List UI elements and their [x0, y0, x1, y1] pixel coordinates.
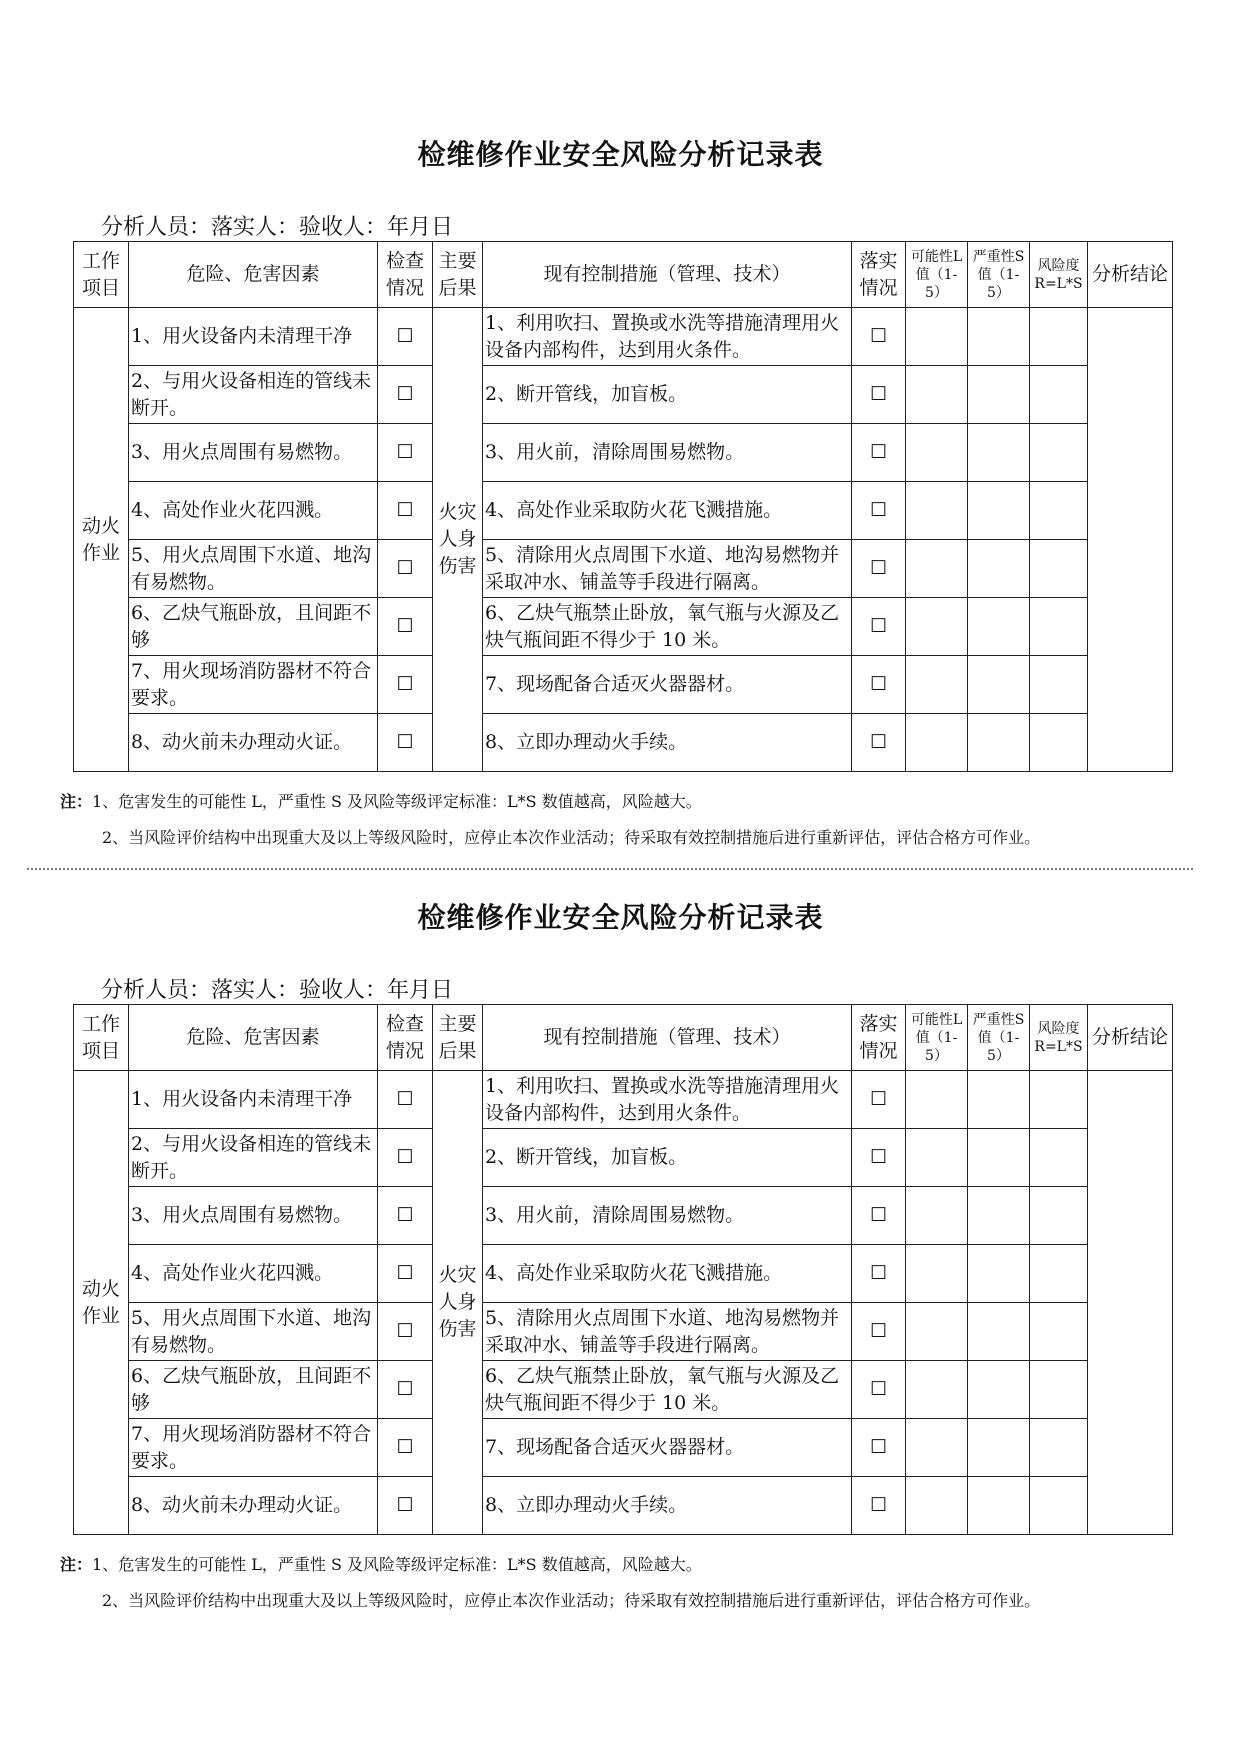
check-checkbox[interactable]: ☐: [378, 1071, 433, 1129]
hazard-cell: 1、用火设备内未清理干净: [129, 308, 378, 366]
risk-cell[interactable]: [1030, 1129, 1088, 1187]
implement-checkbox[interactable]: ☐: [852, 1245, 906, 1303]
header-check: 检查情况: [378, 242, 433, 308]
header-likelihood: 可能性L值（1-5）: [906, 1005, 968, 1071]
likelihood-cell[interactable]: [906, 424, 968, 482]
hazard-cell: 5、用火点周围下水道、地沟有易燃物。: [129, 1303, 378, 1361]
header-likelihood: 可能性L值（1-5）: [906, 242, 968, 308]
severity-cell[interactable]: [968, 1477, 1030, 1535]
note-1: 1、危害发生的可能性 L，严重性 S 及风险等级评定标准：L*S 数值越高，风险越大。: [92, 1555, 702, 1574]
risk-cell[interactable]: [1030, 1245, 1088, 1303]
likelihood-cell[interactable]: [906, 598, 968, 656]
measure-cell: 5、清除用火点周围下水道、地沟易燃物并采取冲水、铺盖等手段进行隔离。: [483, 1303, 852, 1361]
measure-cell: 4、高处作业采取防火花飞溅措施。: [483, 482, 852, 540]
hazard-cell: 7、用火现场消防器材不符合要求。: [129, 1419, 378, 1477]
likelihood-cell[interactable]: [906, 1303, 968, 1361]
measure-cell: 7、现场配备合适灭火器器材。: [483, 656, 852, 714]
check-checkbox[interactable]: ☐: [378, 1129, 433, 1187]
severity-cell[interactable]: [968, 308, 1030, 366]
risk-cell[interactable]: [1030, 714, 1088, 772]
hazard-cell: 4、高处作业火花四溅。: [129, 482, 378, 540]
table-row: [74, 656, 1173, 714]
header-risk: 风险度R=L*S: [1030, 1005, 1088, 1071]
work-item-cell: 动火作业: [74, 308, 129, 772]
hazard-cell: 5、用火点周围下水道、地沟有易燃物。: [129, 540, 378, 598]
table-row: [74, 1477, 1173, 1535]
hazard-cell: 2、与用火设备相连的管线未断开。: [129, 366, 378, 424]
header-severity: 严重性S值（1-5）: [968, 242, 1030, 308]
severity-cell[interactable]: [968, 1361, 1030, 1419]
implement-checkbox[interactable]: ☐: [852, 656, 906, 714]
likelihood-cell[interactable]: [906, 1245, 968, 1303]
header-row: [74, 1005, 1173, 1071]
header-consequence: 主要后果: [433, 242, 483, 308]
check-checkbox[interactable]: ☐: [378, 1361, 433, 1419]
implement-checkbox[interactable]: ☐: [852, 540, 906, 598]
hazard-cell: 1、用火设备内未清理干净: [129, 1071, 378, 1129]
check-checkbox[interactable]: ☐: [378, 1419, 433, 1477]
form-title: 检维修作业安全风险分析记录表: [417, 901, 824, 934]
form-notes: [60, 784, 1040, 856]
form-meta-line: 分析人员：落实人：验收人：年月日: [101, 978, 454, 1003]
header-measures: 现有控制措施（管理、技术）: [483, 242, 852, 308]
header-conclusion: 分析结论: [1088, 1005, 1173, 1071]
risk-cell[interactable]: [1030, 1361, 1088, 1419]
form-title: 检维修作业安全风险分析记录表: [417, 138, 824, 171]
measure-cell: 1、利用吹扫、置换或水洗等措施清理用火设备内部构件，达到用火条件。: [483, 308, 852, 366]
measure-cell: 2、断开管线，加盲板。: [483, 366, 852, 424]
note-1: 1、危害发生的可能性 L，严重性 S 及风险等级评定标准：L*S 数值越高，风险越大。: [92, 792, 702, 811]
check-checkbox[interactable]: ☐: [378, 1245, 433, 1303]
severity-cell[interactable]: [968, 1129, 1030, 1187]
measure-cell: 2、断开管线，加盲板。: [483, 1129, 852, 1187]
table-row: [74, 714, 1173, 772]
measure-cell: 3、用火前，清除周围易燃物。: [483, 1187, 852, 1245]
measure-cell: 8、立即办理动火手续。: [483, 1477, 852, 1535]
risk-table: [73, 1004, 1173, 1535]
measure-cell: 5、清除用火点周围下水道、地沟易燃物并采取冲水、铺盖等手段进行隔离。: [483, 540, 852, 598]
measure-cell: 7、现场配备合适灭火器器材。: [483, 1419, 852, 1477]
severity-cell[interactable]: [968, 1071, 1030, 1129]
measure-cell: 6、乙炔气瓶禁止卧放，氧气瓶与火源及乙炔气瓶间距不得少于 10 米。: [483, 1361, 852, 1419]
severity-cell[interactable]: [968, 540, 1030, 598]
severity-cell[interactable]: [968, 1245, 1030, 1303]
implement-checkbox[interactable]: ☐: [852, 598, 906, 656]
header-work-item: 工作项目: [74, 242, 129, 308]
check-checkbox[interactable]: ☐: [378, 366, 433, 424]
check-checkbox[interactable]: ☐: [378, 424, 433, 482]
check-checkbox[interactable]: ☐: [378, 714, 433, 772]
hazard-cell: 6、乙炔气瓶卧放，且间距不够: [129, 1361, 378, 1419]
risk-table: [73, 241, 1173, 772]
implement-checkbox[interactable]: ☐: [852, 714, 906, 772]
header-severity: 严重性S值（1-5）: [968, 1005, 1030, 1071]
table-row: [74, 482, 1173, 540]
risk-cell[interactable]: [1030, 308, 1088, 366]
table-row: [74, 1071, 1173, 1129]
risk-cell[interactable]: [1030, 1419, 1088, 1477]
notes-prefix: 注：: [60, 792, 93, 811]
table-row: [74, 540, 1173, 598]
implement-checkbox[interactable]: ☐: [852, 1129, 906, 1187]
table-row: [74, 424, 1173, 482]
measure-cell: 8、立即办理动火手续。: [483, 714, 852, 772]
conclusion-cell[interactable]: [1088, 1071, 1173, 1535]
hazard-cell: 2、与用火设备相连的管线未断开。: [129, 1129, 378, 1187]
header-hazard: 危险、危害因素: [129, 1005, 378, 1071]
implement-checkbox[interactable]: ☐: [852, 1303, 906, 1361]
header-consequence: 主要后果: [433, 1005, 483, 1071]
implement-checkbox[interactable]: ☐: [852, 1361, 906, 1419]
risk-cell[interactable]: [1030, 1303, 1088, 1361]
hazard-cell: 4、高处作业火花四溅。: [129, 1245, 378, 1303]
likelihood-cell[interactable]: [906, 1187, 968, 1245]
form-notes: [60, 1547, 1040, 1619]
consequence-cell: 火灾人身伤害: [433, 1071, 483, 1535]
table-row: [74, 1245, 1173, 1303]
table-row: [74, 1129, 1173, 1187]
form-divider: [27, 868, 1193, 870]
likelihood-cell[interactable]: [906, 308, 968, 366]
severity-cell[interactable]: [968, 482, 1030, 540]
measure-cell: 3、用火前，清除周围易燃物。: [483, 424, 852, 482]
likelihood-cell[interactable]: [906, 1129, 968, 1187]
risk-cell[interactable]: [1030, 482, 1088, 540]
notes-prefix: 注：: [60, 1555, 93, 1574]
implement-checkbox[interactable]: ☐: [852, 366, 906, 424]
table-row: [74, 1419, 1173, 1477]
risk-cell[interactable]: [1030, 1071, 1088, 1129]
check-checkbox[interactable]: ☐: [378, 1187, 433, 1245]
hazard-cell: 3、用火点周围有易燃物。: [129, 1187, 378, 1245]
header-measures: 现有控制措施（管理、技术）: [483, 1005, 852, 1071]
form-meta-line: 分析人员：落实人：验收人：年月日: [101, 215, 454, 240]
likelihood-cell[interactable]: [906, 656, 968, 714]
severity-cell[interactable]: [968, 1303, 1030, 1361]
severity-cell[interactable]: [968, 656, 1030, 714]
hazard-cell: 6、乙炔气瓶卧放，且间距不够: [129, 598, 378, 656]
implement-checkbox[interactable]: ☐: [852, 1419, 906, 1477]
severity-cell[interactable]: [968, 366, 1030, 424]
check-checkbox[interactable]: ☐: [378, 1477, 433, 1535]
implement-checkbox[interactable]: ☐: [852, 308, 906, 366]
hazard-cell: 7、用火现场消防器材不符合要求。: [129, 656, 378, 714]
severity-cell[interactable]: [968, 1419, 1030, 1477]
implement-checkbox[interactable]: ☐: [852, 1187, 906, 1245]
measure-cell: 4、高处作业采取防火花飞溅措施。: [483, 1245, 852, 1303]
likelihood-cell[interactable]: [906, 1419, 968, 1477]
check-checkbox[interactable]: ☐: [378, 308, 433, 366]
hazard-cell: 3、用火点周围有易燃物。: [129, 424, 378, 482]
note-2: 2、当风险评价结构中出现重大及以上等级风险时，应停止本次作业活动；待采取有效控制措施后进行重新评估，评估合格方可作业。: [102, 828, 1041, 847]
likelihood-cell[interactable]: [906, 540, 968, 598]
hazard-cell: 8、动火前未办理动火证。: [129, 1477, 378, 1535]
risk-cell[interactable]: [1030, 598, 1088, 656]
risk-cell[interactable]: [1030, 424, 1088, 482]
header-row: [74, 242, 1173, 308]
implement-checkbox[interactable]: ☐: [852, 1477, 906, 1535]
severity-cell[interactable]: [968, 424, 1030, 482]
risk-cell[interactable]: [1030, 540, 1088, 598]
risk-cell[interactable]: [1030, 366, 1088, 424]
header-conclusion: 分析结论: [1088, 242, 1173, 308]
likelihood-cell[interactable]: [906, 482, 968, 540]
check-checkbox[interactable]: ☐: [378, 656, 433, 714]
work-item-cell: 动火作业: [74, 1071, 129, 1535]
consequence-cell: 火灾人身伤害: [433, 308, 483, 772]
header-implement: 落实情况: [852, 242, 906, 308]
header-check: 检查情况: [378, 1005, 433, 1071]
likelihood-cell[interactable]: [906, 714, 968, 772]
implement-checkbox[interactable]: ☐: [852, 424, 906, 482]
table-row: [74, 598, 1173, 656]
header-hazard: 危险、危害因素: [129, 242, 378, 308]
header-implement: 落实情况: [852, 1005, 906, 1071]
header-risk: 风险度R=L*S: [1030, 242, 1088, 308]
header-work-item: 工作项目: [74, 1005, 129, 1071]
measure-cell: 6、乙炔气瓶禁止卧放，氧气瓶与火源及乙炔气瓶间距不得少于 10 米。: [483, 598, 852, 656]
likelihood-cell[interactable]: [906, 1071, 968, 1129]
implement-checkbox[interactable]: ☐: [852, 482, 906, 540]
table-row: [74, 366, 1173, 424]
measure-cell: 1、利用吹扫、置换或水洗等措施清理用火设备内部构件，达到用火条件。: [483, 1071, 852, 1129]
likelihood-cell[interactable]: [906, 366, 968, 424]
check-checkbox[interactable]: ☐: [378, 540, 433, 598]
severity-cell[interactable]: [968, 598, 1030, 656]
risk-cell[interactable]: [1030, 1477, 1088, 1535]
check-checkbox[interactable]: ☐: [378, 482, 433, 540]
table-row: [74, 308, 1173, 366]
risk-cell[interactable]: [1030, 1187, 1088, 1245]
check-checkbox[interactable]: ☐: [378, 1303, 433, 1361]
note-2: 2、当风险评价结构中出现重大及以上等级风险时，应停止本次作业活动；待采取有效控制措施后进行重新评估，评估合格方可作业。: [102, 1591, 1041, 1610]
table-row: [74, 1303, 1173, 1361]
table-row: [74, 1187, 1173, 1245]
hazard-cell: 8、动火前未办理动火证。: [129, 714, 378, 772]
likelihood-cell[interactable]: [906, 1361, 968, 1419]
risk-cell[interactable]: [1030, 656, 1088, 714]
check-checkbox[interactable]: ☐: [378, 598, 433, 656]
likelihood-cell[interactable]: [906, 1477, 968, 1535]
table-row: [74, 1361, 1173, 1419]
severity-cell[interactable]: [968, 714, 1030, 772]
conclusion-cell[interactable]: [1088, 308, 1173, 772]
severity-cell[interactable]: [968, 1187, 1030, 1245]
implement-checkbox[interactable]: ☐: [852, 1071, 906, 1129]
